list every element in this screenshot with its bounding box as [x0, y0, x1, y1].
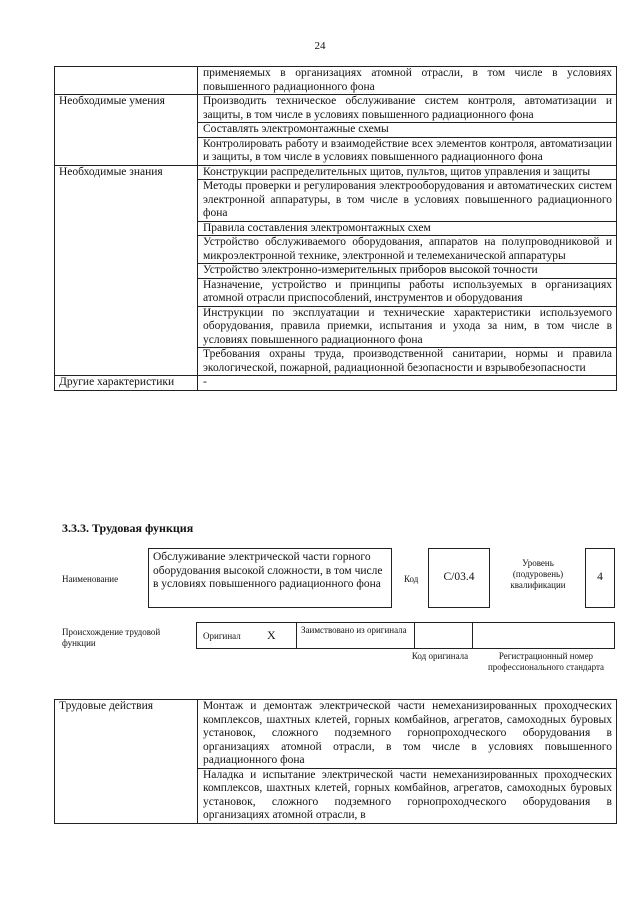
original-label: Оригинал [203, 631, 241, 641]
table-row [55, 700, 617, 769]
name-label: Наименование [62, 574, 119, 584]
function-name: Обслуживание электрической части горного оборудования высокой сложности, в том числе в условиях повышенного радиационного фона [148, 548, 392, 608]
other-label: Другие характеристики [55, 376, 198, 391]
section-title: 3.3.3. Трудовая функция [62, 521, 194, 535]
level-label: Уровень (подуровень) квалификации [510, 558, 566, 590]
knowledge-item: Правила составления электромонтажных схем [198, 221, 617, 236]
borrowed-label: Заимствовано из оригинала [301, 625, 407, 635]
knowledge-item: Назначение, устройство и принципы работы используемых в организациях атомной отрасли приспособлений, инструментов и оборудования [198, 278, 617, 306]
knowledge-item: Устройство обслуживаемого оборудования, аппаратов на полупроводниковой и микроэлектронной технике, электронной и телемеханической аппаратуры [198, 236, 617, 264]
row-text: применяемых в организациях атомной отрасли, в том числе в условиях повышенного радиационного фона [198, 67, 617, 95]
origin-grid [196, 622, 615, 649]
level-value: 4 [585, 548, 615, 608]
skills-label: Необходимые умения [55, 95, 198, 166]
function-code: C/03.4 [428, 548, 490, 608]
knowledge-item: Конструкции распределительных щитов, пультов, щитов управления и защиты [198, 165, 617, 180]
divider [296, 623, 297, 648]
page-number: 24 [314, 40, 326, 52]
table-row [55, 95, 617, 123]
actions-label: Трудовые действия [55, 700, 198, 824]
code-original-label: Код оригинала [411, 651, 469, 661]
action-item: Наладка и испытание электрической части немеханизированных проходческих комплексов, шахтных клетей, горных комбайнов, агрегатов, самоходных буровых установок, сложного подземного горнопроходческого оборудования в организациях атомной отрасли, в [198, 768, 617, 823]
table-row [55, 67, 617, 95]
knowledge-item: Инструкции по эксплуатации и технические характеристики используемого оборудования, правила приемки, испытания и ухода за ним, в том числе в условиях повышенного радиационного фона [198, 306, 617, 348]
actions-table [54, 699, 617, 824]
knowledge-item: Требования охраны труда, производственной санитарии, нормы и правила экологической, пожарной, радиационной безопасности и взрывобезопасности [198, 348, 617, 376]
row-label [55, 67, 198, 95]
table-row [55, 376, 617, 391]
table-row [55, 165, 617, 180]
divider [472, 623, 473, 648]
skill-item: Составлять электромонтажные схемы [198, 123, 617, 138]
reg-number-label: Регистрационный номер профессионального стандарта [487, 651, 605, 672]
origin-label: Происхождение трудовой функции [62, 627, 161, 648]
knowledge-label: Необходимые знания [55, 165, 198, 376]
original-mark: X [267, 628, 276, 642]
action-item: Монтаж и демонтаж электрической части немеханизированных проходческих комплексов, шахтных клетей, горных комбайнов, агрегатов, самоходных буровых установок, сложного подземного горнопроходческого оборудования в организациях атомной отрасли, в том числе в условиях повышенного радиационного фона [198, 700, 617, 769]
knowledge-item: Методы проверки и регулирования электрооборудования и автоматических систем электронной аппаратуры, в том числе в условиях повышенного радиационного фона [198, 180, 617, 222]
knowledge-item: Устройство электронно-измерительных приборов высокой точности [198, 264, 617, 279]
requirements-table [54, 66, 617, 391]
divider [414, 623, 415, 648]
other-value: - [198, 376, 617, 391]
skill-item: Производить техническое обслуживание систем контроля, автоматизации и защиты, в том числе в условиях повышенного радиационного фона [198, 95, 617, 123]
code-label: Код [404, 574, 419, 584]
skill-item: Контролировать работу и взаимодействие всех элементов контроля, автоматизации и защиты, в том числе в условиях повышенного радиационного фона [198, 137, 617, 165]
